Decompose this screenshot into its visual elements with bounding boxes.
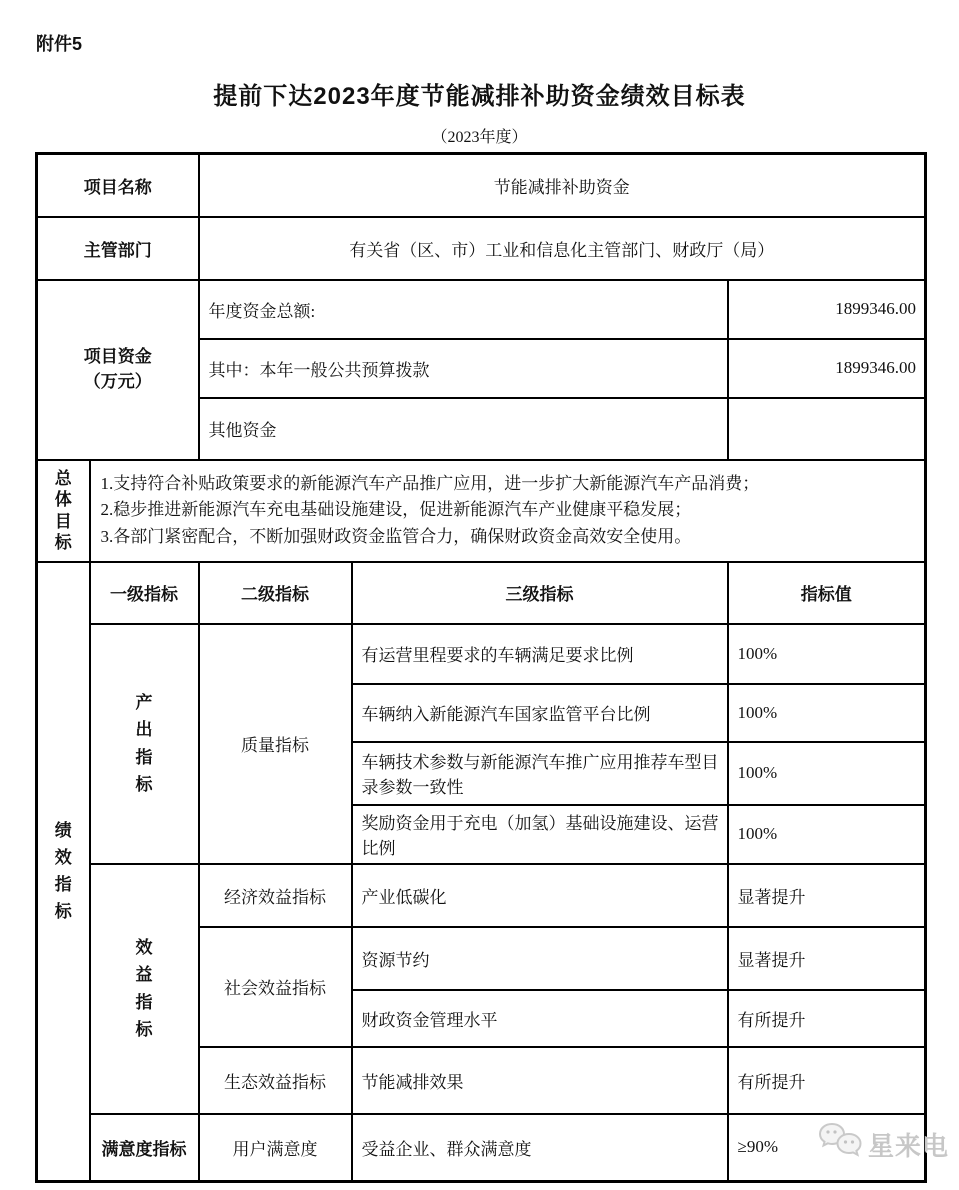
header-level1: 一级指标 [90,562,199,624]
watermark-text: 星来电 [868,1130,950,1161]
indicator-value: 100% [728,805,926,864]
performance-target-table [35,152,927,1183]
header-level3: 三级指标 [352,562,728,624]
project-name-label: 项目名称 [37,154,199,217]
table-row [37,460,926,562]
table-row [37,280,926,339]
funds-label-line1: 项目资金 [83,346,152,366]
indicator-name: 财政资金管理水平 [352,990,728,1047]
funds-row-value: 1899346.00 [728,280,926,339]
project-name-value: 节能减排补助资金 [199,154,926,217]
page-subtitle: （2023年度） [431,129,528,146]
goal-line: 3.各部门紧密配合，不断加强财政资金监管合力，确保财政资金高效安全使用。 [100,526,692,546]
department-label: 主管部门 [37,217,199,280]
funds-row-label: 其他资金 [199,398,728,460]
satisfaction-indicator-label: 满意度指标 [90,1114,199,1182]
overall-goal-label: 总 体 目 标 [37,460,90,562]
funds-label-line2: （万元） [83,371,152,391]
quality-indicator-label: 质量指标 [199,624,352,864]
social-benefit-label: 社会效益指标 [199,927,352,1047]
table-row [37,562,926,624]
user-satisfaction-label: 用户满意度 [199,1114,352,1182]
table-row [37,154,926,217]
goal-line: 2.稳步推进新能源汽车充电基础设施建设，促进新能源汽车产业健康平稳发展； [100,500,692,520]
funds-row-label: 年度资金总额: [199,280,728,339]
indicator-value: 显著提升 [728,864,926,927]
indicator-name: 有运营里程要求的车辆满足要求比例 [352,624,728,684]
indicator-name: 车辆技术参数与新能源汽车推广应用推荐车型目录参数一致性 [352,742,728,805]
department-value: 有关省（区、市）工业和信息化主管部门、财政厅（局） [199,217,926,280]
page-title: 提前下达2023年度节能减排补助资金绩效目标表 [213,83,746,110]
funds-label [37,280,199,460]
indicator-name: 受益企业、群众满意度 [352,1114,728,1182]
indicator-value: ≥90% [728,1114,926,1182]
header-level2: 二级指标 [199,562,352,624]
indicator-name: 节能减排效果 [352,1047,728,1114]
header-value: 指标值 [728,562,926,624]
goal-line: 1.支持符合补贴政策要求的新能源汽车产品推广应用，进一步扩大新能源汽车产品消费； [100,473,760,493]
indicator-value: 100% [728,684,926,742]
indicator-name: 资源节约 [352,927,728,990]
indicator-name: 奖励资金用于充电（加氢）基础设施建设、运营比例 [352,805,728,864]
indicator-value: 100% [728,742,926,805]
table-row [37,217,926,280]
indicator-value: 100% [728,624,926,684]
table-row [37,624,926,684]
funds-row-value [728,398,926,460]
indicator-value: 显著提升 [728,927,926,990]
table-row [37,1114,926,1182]
economic-benefit-label: 经济效益指标 [199,864,352,927]
indicator-name: 车辆纳入新能源汽车国家监管平台比例 [352,684,728,742]
funds-row-label: 其中：本年一般公共预算拨款 [199,339,728,398]
indicator-name: 产业低碳化 [352,864,728,927]
indicator-value: 有所提升 [728,990,926,1047]
output-indicator-label: 产 出 指 标 [90,624,199,864]
table-row [37,864,926,927]
indicator-value: 有所提升 [728,1047,926,1114]
overall-goal-content [90,460,926,562]
performance-section-label: 绩 效 指 标 [37,562,90,1182]
benefit-indicator-label: 效 益 指 标 [90,864,199,1114]
ecological-benefit-label: 生态效益指标 [199,1047,352,1114]
attachment-label: 附件5 [36,34,83,54]
funds-row-value: 1899346.00 [728,339,926,398]
